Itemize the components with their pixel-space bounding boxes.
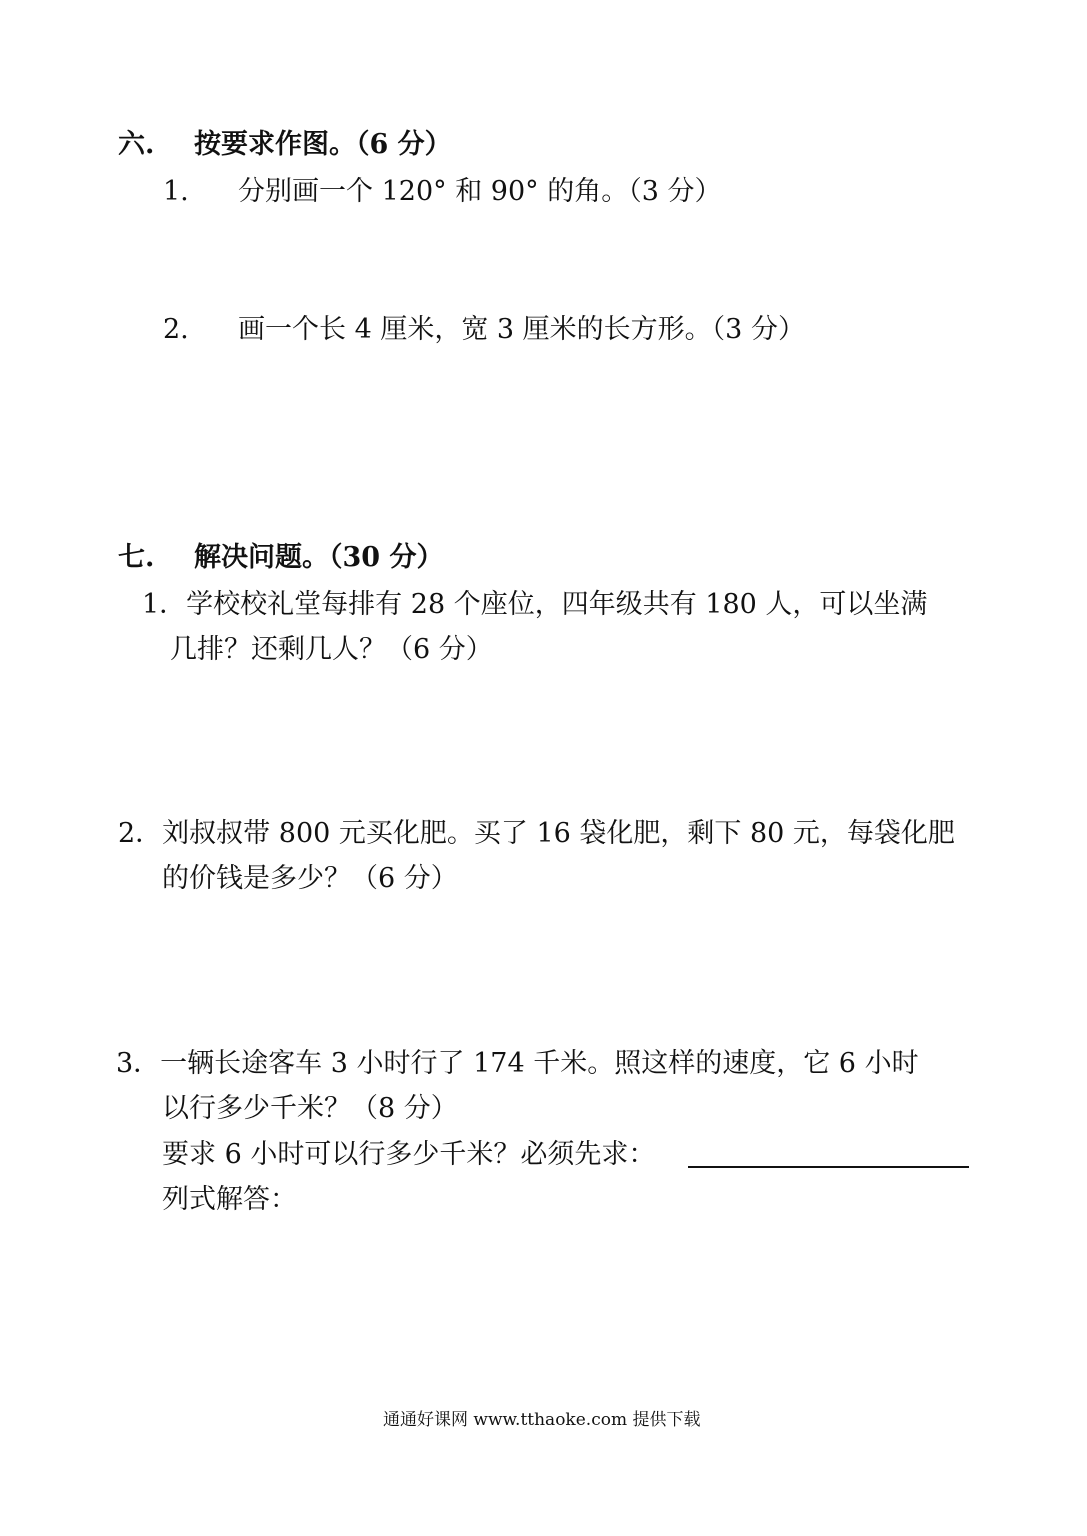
section-7-question-1-line-1: 1．学校校礼堂每排有 28 个座位，四年级共有 180 人，可以坐满 — [142, 589, 928, 620]
section-7-question-3-line-2: 以行多少千米？（8 分） — [162, 1093, 458, 1124]
section-6-title: 按要求作图。（6 分） — [194, 129, 452, 160]
question-text: 画一个长 4 厘米，宽 3 厘米的长方形。（3 分） — [238, 314, 805, 345]
section-6-number: 六. — [118, 129, 155, 160]
section-7-question-3-line-1: 3．一辆长途客车 3 小时行了 174 千米。照这样的速度，它 6 小时 — [116, 1048, 919, 1079]
question-text: 分别画一个 120° 和 90° 的角。（3 分） — [238, 176, 722, 207]
footer-text: 通通好课网 www.tthaoke.com 提供下载 — [383, 1410, 701, 1430]
section-7-question-2-line-1: 2．刘叔叔带 800 元买化肥。买了 16 袋化肥，剩下 80 元，每袋化肥 — [118, 818, 955, 849]
section-7-title: 解决问题。（30 分） — [194, 542, 444, 573]
section-7-heading — [118, 541, 443, 575]
section-7-question-1-line-2: 几排？还剩几人？（6 分） — [170, 634, 493, 665]
question-number: 1. — [163, 176, 189, 207]
section-7-question-2-line-2: 的价钱是多少？（6 分） — [162, 863, 458, 894]
section-7-question-3-line-3: 要求 6 小时可以行多少千米？必须先求： — [162, 1139, 656, 1170]
question-number: 2. — [163, 314, 189, 345]
answer-blank-line[interactable] — [688, 1166, 969, 1168]
section-6-question-2 — [163, 313, 805, 347]
section-6-heading — [118, 128, 452, 162]
section-6-question-1 — [163, 175, 721, 209]
section-7-question-3-line-4: 列式解答： — [162, 1184, 297, 1215]
section-7-number: 七. — [118, 542, 155, 573]
